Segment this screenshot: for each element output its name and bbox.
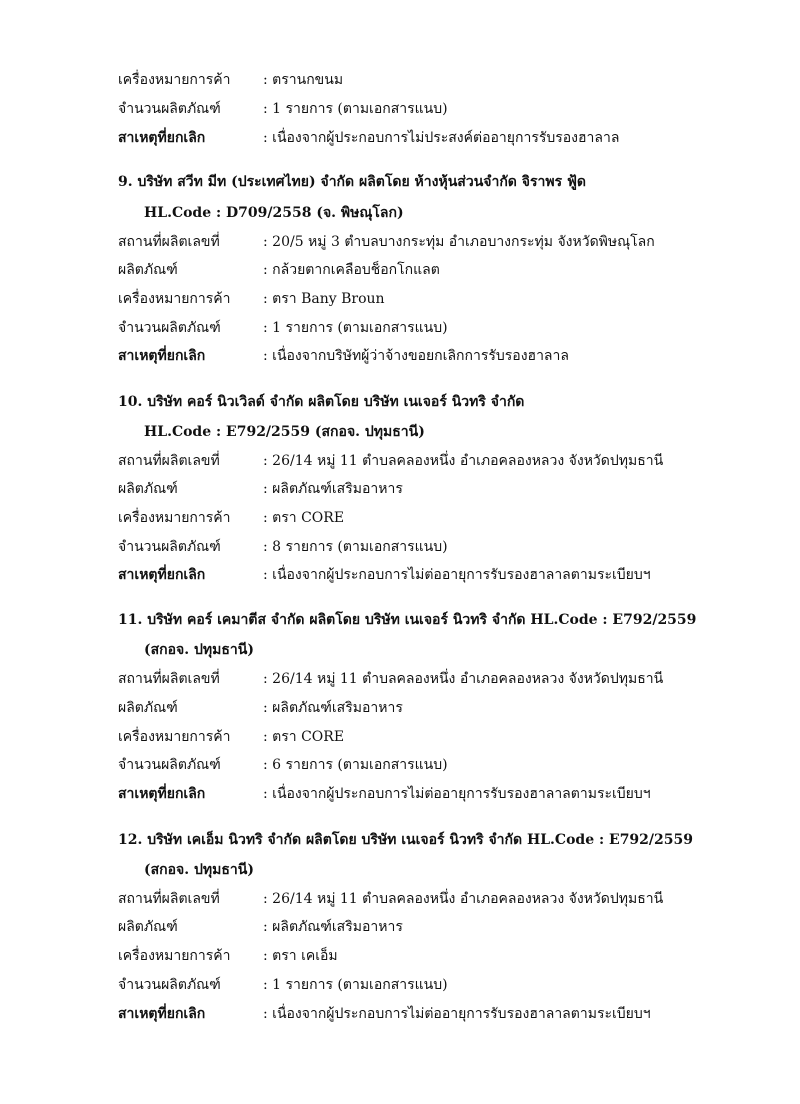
reason-value: : เนื่องจากผู้ประกอบการไม่ประสงค์ต่ออายุการรับรองฮาลาล <box>263 130 620 146</box>
product-label: ผลิตภัณฑ์ <box>118 700 178 716</box>
product-count-label: จำนวนผลิตภัณฑ์ <box>118 539 221 555</box>
product-value: : ผลิตภัณฑ์เสริมอาหาร <box>263 481 403 497</box>
entry-9-hl-code: HL.Code : D709/2558 (จ. พิษณุโลก) <box>144 205 404 221</box>
trademark-value: : ตรา CORE <box>263 510 345 526</box>
reason-label: สาเหตุที่ยกเลิก <box>118 1006 206 1022</box>
reason-label: สาเหตุที่ยกเลิก <box>118 130 206 146</box>
reason-label: สาเหตุที่ยกเลิก <box>118 786 206 802</box>
product-label: ผลิตภัณฑ์ <box>118 919 178 935</box>
entry-10-heading: 10. บริษัท คอร์ นิวเวิลด์ จำกัด ผลิตโดย บริษัท เนเจอร์ นิวทริ จำกัด <box>118 394 525 410</box>
product-value: : ผลิตภัณฑ์เสริมอาหาร <box>263 919 403 935</box>
trademark-label: เครื่องหมายการค้า <box>118 510 231 526</box>
trademark-value: : ตรา Bany Broun <box>263 291 385 307</box>
product-count-value: : 6 รายการ (ตามเอกสารแนบ) <box>263 757 448 773</box>
product-label: ผลิตภัณฑ์ <box>118 262 178 278</box>
site-label: สถานที่ผลิตเลขที่ <box>118 891 220 907</box>
reason-label: สาเหตุที่ยกเลิก <box>118 567 206 583</box>
entry-12-office: (สกอจ. ปทุมธานี) <box>144 862 254 878</box>
trademark-value: : ตรา เคเอ็ม <box>263 948 338 964</box>
site-label: สถานที่ผลิตเลขที่ <box>118 671 220 687</box>
product-label: ผลิตภัณฑ์ <box>118 481 178 497</box>
product-count-label: จำนวนผลิตภัณฑ์ <box>118 977 221 993</box>
site-label: สถานที่ผลิตเลขที่ <box>118 234 220 250</box>
trademark-label: เครื่องหมายการค้า <box>118 948 231 964</box>
site-label: สถานที่ผลิตเลขที่ <box>118 453 220 469</box>
product-value: : กล้วยตากเคลือบช็อกโกแลต <box>263 262 440 278</box>
entry-12-heading: 12. บริษัท เคเอ็ม นิวทริ จำกัด ผลิตโดย บริษัท เนเจอร์ นิวทริ จำกัด HL.Code : E792/2559 <box>118 832 693 848</box>
trademark-value: : ตรา CORE <box>263 729 345 745</box>
product-value: : ผลิตภัณฑ์เสริมอาหาร <box>263 700 403 716</box>
product-count-label: จำนวนผลิตภัณฑ์ <box>118 757 221 773</box>
entry-11-office: (สกอจ. ปทุมธานี) <box>144 642 254 658</box>
product-count-value: : 1 รายการ (ตามเอกสารแนบ) <box>263 977 448 993</box>
site-value: : 26/14 หมู่ 11 ตำบลคลองหนึ่ง อำเภอคลองหลวง จังหวัดปทุมธานี <box>263 891 664 907</box>
product-count-label: จำนวนผลิตภัณฑ์ <box>118 101 221 117</box>
trademark-value: : ตรานกขนม <box>263 72 344 88</box>
entry-10-hl-code: HL.Code : E792/2559 (สกอจ. ปทุมธานี) <box>144 424 425 440</box>
reason-value: : เนื่องจากผู้ประกอบการไม่ต่ออายุการรับรองฮาลาลตามระเบียบฯ <box>263 786 651 802</box>
trademark-label: เครื่องหมายการค้า <box>118 72 231 88</box>
entry-11-heading: 11. บริษัท คอร์ เคมาตีส จำกัด ผลิตโดย บริษัท เนเจอร์ นิวทริ จำกัด HL.Code : E792/2559 <box>118 612 697 628</box>
product-count-value: : 1 รายการ (ตามเอกสารแนบ) <box>263 101 448 117</box>
reason-label: สาเหตุที่ยกเลิก <box>118 348 206 364</box>
product-count-value: : 8 รายการ (ตามเอกสารแนบ) <box>263 539 448 555</box>
entry-9-heading: 9. บริษัท สวีท มีท (ประเทศไทย) จำกัด ผลิตโดย ห้างหุ้นส่วนจำกัด จิราพร ฟู้ด <box>118 174 586 190</box>
trademark-label: เครื่องหมายการค้า <box>118 291 231 307</box>
site-value: : 26/14 หมู่ 11 ตำบลคลองหนึ่ง อำเภอคลองหลวง จังหวัดปทุมธานี <box>263 453 664 469</box>
site-value: : 20/5 หมู่ 3 ตำบลบางกระทุ่ม อำเภอบางกระทุ่ม จังหวัดพิษณุโลก <box>263 234 655 250</box>
site-value: : 26/14 หมู่ 11 ตำบลคลองหนึ่ง อำเภอคลองหลวง จังหวัดปทุมธานี <box>263 671 664 687</box>
product-count-value: : 1 รายการ (ตามเอกสารแนบ) <box>263 320 448 336</box>
reason-value: : เนื่องจากผู้ประกอบการไม่ต่ออายุการรับรองฮาลาลตามระเบียบฯ <box>263 1006 651 1022</box>
trademark-label: เครื่องหมายการค้า <box>118 729 231 745</box>
reason-value: : เนื่องจากบริษัทผู้ว่าจ้างขอยกเลิกการรับรองฮาลาล <box>263 348 569 364</box>
product-count-label: จำนวนผลิตภัณฑ์ <box>118 320 221 336</box>
reason-value: : เนื่องจากผู้ประกอบการไม่ต่ออายุการรับรองฮาลาลตามระเบียบฯ <box>263 567 651 583</box>
